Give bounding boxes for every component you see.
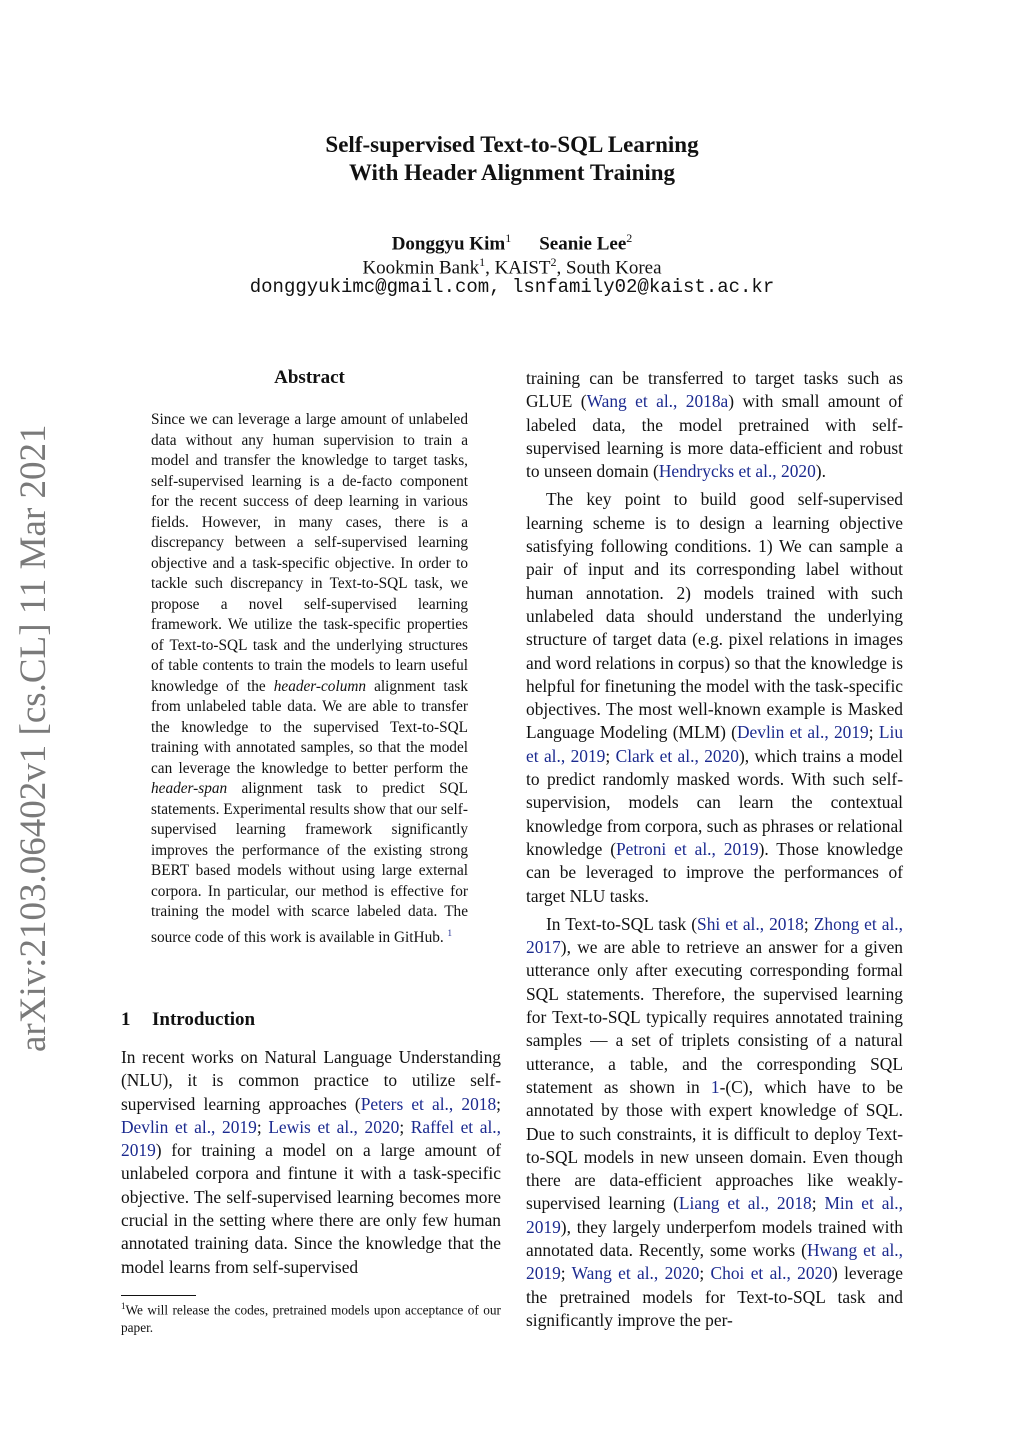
footnote-link[interactable]: 1 <box>447 927 453 938</box>
citation-link[interactable]: Peters et al., 2018 <box>360 1093 497 1114</box>
col2-text: ), they largely underperfom models trained with annotated data. Recently, some works ( <box>526 1216 903 1260</box>
citation-link[interactable]: Raffel et al., 2019 <box>121 1116 502 1161</box>
title-line-2: With Header Alignment Training <box>348 160 676 185</box>
affil-2-sup: 2 <box>550 255 557 269</box>
author-emails: donggyukimc@gmail.com, lsnfamily02@kaist.ac.kr <box>249 276 775 298</box>
citation-link[interactable]: Devlin et al., 2019 <box>736 722 869 743</box>
affil-3: , South Korea <box>556 257 662 279</box>
author-2-affil: 2 <box>626 231 633 245</box>
arxiv-stamp: arXiv:2103.06402v1 [cs.CL] 11 Mar 2021 <box>13 424 54 1052</box>
author-1: Donggyu Kim <box>391 233 506 255</box>
author-2: Seanie Lee <box>539 233 627 255</box>
right-column <box>526 367 903 1332</box>
citation-link[interactable]: Shi et al., 2018 <box>697 913 804 934</box>
intro-text-1: In recent works on Natural Language Understanding (NLU), it is common practice to utilize self-supervised learning approaches ( <box>121 1047 501 1114</box>
citation-link[interactable]: Liu et al., 2019 <box>526 722 904 766</box>
intro-paragraph-1: In recent works on Natural Language Understanding (NLU), it is common practice to utilize self-supervised learning approaches (Peters et al., 2018; Devlin et al., 2019; Lewis et al., 2020; Raffel et al., 2019) for training a model on a large amount of unlabeled corpora and fintune it with a task-specific objective. The self-supervised learning becomes more crucial in the setting where there are only few human annotated training data. Since the knowledge that the model learns from self-supervised <box>121 1047 502 1277</box>
col2-text: -(C), which have to be annotated by those with expert knowledge of SQL. Due to such constraints, it is difficult to deploy Text-to-SQL models in new unseen domain. Even though there are data-efficient approaches like weakly-supervised learning ( <box>526 1076 903 1214</box>
col2-text: In Text-to-SQL task ( <box>546 913 698 934</box>
footnote-divider <box>121 1295 196 1296</box>
footnote-text: We will release the codes, pretrained models upon acceptance of our paper. <box>121 1302 501 1336</box>
affil-1-sup: 1 <box>479 255 486 269</box>
col2-paragraph-3: In Text-to-SQL task (Shi et al., 2018; Zhong et al., 2017), we are able to retrieve an answer for a given utterance only after executing corresponding formal SQL statements. Therefore, the supervised learning for Text-to-SQL typically requires annotated training samples — a set of triplets consisting of a natural utterance, a table, and the corresponding SQL statement as shown in 1-(C), which have to be annotated by those with expert knowledge of SQL. Due to such constraints, it is difficult to deploy Text-to-SQL models in new unseen domain. Even though there are data-efficient approaches like weakly-supervised learning (Liang et al., 2018; Min et al., 2019), they largely underperfom models trained with annotated data. Recently, some works (Hwang et al., 2019; Wang et al., 2020; Choi et al., 2020) leverage the pretrained models for Text-to-SQL task and significantly improve the per- <box>526 913 903 1330</box>
col2-text: The key point to build good self-supervised learning scheme is to design a learning objective satisfying following conditions. 1) We can sample a pair of input and its corresponding label without human annotation. 2) models trained with such unlabeled data should understand the underlying structure of target data (e.g. pixel relations in images and word relations in corpus) so that the knowledge is helpful for finetuning the model with the task-specific objectives. The most well-known example is Masked Language Modeling (MLM) ( <box>526 489 903 743</box>
citation-link[interactable]: Liang et al., 2018 <box>678 1193 812 1214</box>
title-line-1: Self-supervised Text-to-SQL Learning <box>325 132 699 157</box>
section-title: Introduction <box>152 1009 256 1030</box>
abstract-heading: Abstract <box>274 367 345 388</box>
affil-1: Kookmin Bank <box>362 257 480 279</box>
abstract-body <box>151 410 468 948</box>
footnote <box>121 1297 501 1337</box>
citation-link[interactable]: Petroni et al., 2019 <box>616 838 759 859</box>
abstract-text-2: alignment task from unlabeled table data. We are able to transfer the knowledge to the supervised Text-to-SQL training with annotated samples, so that the model can leverage the knowledge to better perform the <box>151 677 468 777</box>
col2-text: ). <box>815 461 826 482</box>
col2-text: training can be transferred to target tasks such as GLUE ( <box>526 368 903 412</box>
section-number: 1 <box>121 1009 131 1030</box>
citation-link[interactable]: Lewis et al., 2020 <box>268 1116 400 1137</box>
section-heading-introduction <box>121 1008 255 1032</box>
author-1-affil: 1 <box>505 231 512 245</box>
figure-ref-link[interactable]: 1 <box>710 1076 720 1097</box>
citation-link[interactable]: Zhong et al., 2017 <box>526 913 903 958</box>
col2-text: ) leverage the pretrained models for Text-to-SQL task and significantly improve the per- <box>526 1263 903 1330</box>
citation-link[interactable]: Hwang et al., 2019 <box>526 1239 903 1284</box>
abstract-text-1: Since we can leverage a large amount of unlabeled data without any human supervision to train a model and transfer the knowledge to target tasks, self-supervised learning is a de-facto component for the recent success of deep learning in various fields. However, in many cases, there is a discrepancy between a self-supervised learning objective and a task-specific objective. In order to tackle such discrepancy in Text-to-SQL task, we propose a novel self-supervised learning framework. We utilize the task-specific properties of Text-to-SQL task and the underlying structures of table contents to train the models to learn useful knowledge of the <box>151 411 468 695</box>
col2-paragraph-2: The key point to build good self-supervised learning scheme is to design a learning objective satisfying following conditions. 1) We can sample a pair of input and its corresponding label without human annotation. 2) models trained with such unlabeled data should understand the underlying structure of target data (e.g. pixel relations in images and word relations in corpus) so that the knowledge is helpful for finetuning the model with the task-specific objectives. The most well-known example is Masked Language Modeling (MLM) (Devlin et al., 2019; Liu et al., 2019; Clark et al., 2020), which trains a model to predict randomly masked words. With such self-supervision, models can learn the contextual knowledge from corpora, such as phrases or relational knowledge (Petroni et al., 2019). Those knowledge can be leveraged to improve the performances of target NLU tasks. <box>526 489 904 906</box>
col2-text: ) with small amount of labeled data, the model pretrained with self-supervised learning is more data-efficient and robust to unseen domain ( <box>526 391 903 482</box>
citation-link[interactable]: Choi et al., 2020 <box>710 1263 832 1284</box>
abstract-emphasis-2: header-span <box>151 780 228 797</box>
abstract-text-3: alignment task to predict SQL statements. Experimental results show that our self-supervised learning framework significantly improves the performance of the existing strong BERT based models without using large external corpora. In particular, our method is effective for training the model with scarce labeled data. The source code of this work is available in GitHub. <box>151 780 468 946</box>
intro-text-2: ) for training a model on a large amount of unlabeled corpora and fintune it with a task-specific objective. The self-supervised learning becomes more crucial in the setting where there are only few human annotated training data. Since the knowledge that the model learns from self-supervised <box>121 1140 501 1277</box>
col2-text: ), we are able to retrieve an answer for a given utterance only after executing corresponding formal SQL statements. Therefore, the supervised learning for Text-to-SQL typically requires annotated training samples — a set of triplets consisting of a natural utterance, a table, and the corresponding SQL statement as shown in <box>526 937 903 1097</box>
citation-link[interactable]: Devlin et al., 2019 <box>121 1116 257 1137</box>
citation-link[interactable]: Hendrycks et al., 2020 <box>658 461 816 482</box>
col2-paragraph-1 <box>526 367 903 483</box>
citation-link[interactable]: Wang et al., 2020 <box>571 1263 700 1284</box>
abstract-emphasis-1: header-column <box>273 677 367 695</box>
citation-link[interactable]: Clark et al., 2020 <box>615 745 739 766</box>
col2-text: ), which trains a model to predict randomly masked words. With such self-supervision, models can learn the contextual knowledge from corpora, such as phrases or relational knowledge ( <box>526 745 903 859</box>
citation-link[interactable]: Min et al., 2019 <box>526 1193 903 1237</box>
paper-title <box>0 131 1024 187</box>
citation-link[interactable]: Wang et al., 2018a <box>586 391 729 412</box>
affil-2: , KAIST <box>485 257 551 279</box>
footnote-mark: 1 <box>121 1301 126 1311</box>
col2-text: ). Those knowledge can be leveraged to improve the performances of target NLU tasks. <box>526 838 904 906</box>
